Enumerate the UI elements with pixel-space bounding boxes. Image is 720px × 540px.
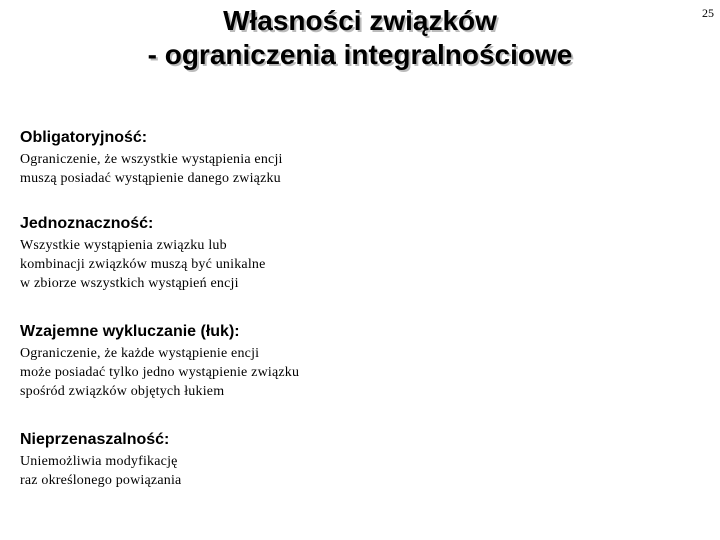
- slide-title-line-2: - ograniczenia integralnościowe: [147, 39, 573, 70]
- section-text-line: Ograniczenie, że wszystkie wystąpienia encji: [20, 152, 283, 167]
- section-text: [20, 344, 299, 401]
- section-heading: Jednoznaczność:: [20, 215, 154, 232]
- section-text-line: muszą posiadać wystąpienie danego związku: [20, 171, 281, 186]
- section-text-line: w zbiorze wszystkich wystąpień encji: [20, 276, 239, 291]
- section-text: [20, 150, 283, 188]
- section-jednoznacznosc: [20, 214, 266, 293]
- section-obligatoryjnosc: [20, 128, 283, 188]
- section-text-line: może posiadać tylko jedno wystąpienie związku: [20, 365, 300, 380]
- section-text-line: raz określonego powiązania: [20, 473, 182, 488]
- slide-title-line-1: Własności związków: [223, 5, 497, 36]
- section-heading: Wzajemne wykluczanie (łuk):: [20, 323, 240, 340]
- section-text: [20, 236, 266, 293]
- section-text-line: Uniemożliwia modyfikację: [20, 454, 178, 469]
- page-number: 25: [702, 6, 714, 20]
- section-heading: Nieprzenaszalność:: [20, 431, 170, 448]
- section-wzajemne-wykluczanie: [20, 322, 299, 401]
- section-text-line: Ograniczenie, że każde wystąpienie encji: [20, 346, 260, 361]
- section-text-line: kombinacji związków muszą być unikalne: [20, 257, 266, 272]
- section-text-line: Wszystkie wystąpienia związku lub: [20, 238, 227, 253]
- section-text: [20, 452, 181, 490]
- section-heading: Obligatoryjność:: [20, 129, 148, 146]
- slide-title: [0, 4, 720, 72]
- section-nieprzenaszalnosc: [20, 430, 181, 490]
- section-text-line: spośród związków objętych łukiem: [20, 384, 225, 399]
